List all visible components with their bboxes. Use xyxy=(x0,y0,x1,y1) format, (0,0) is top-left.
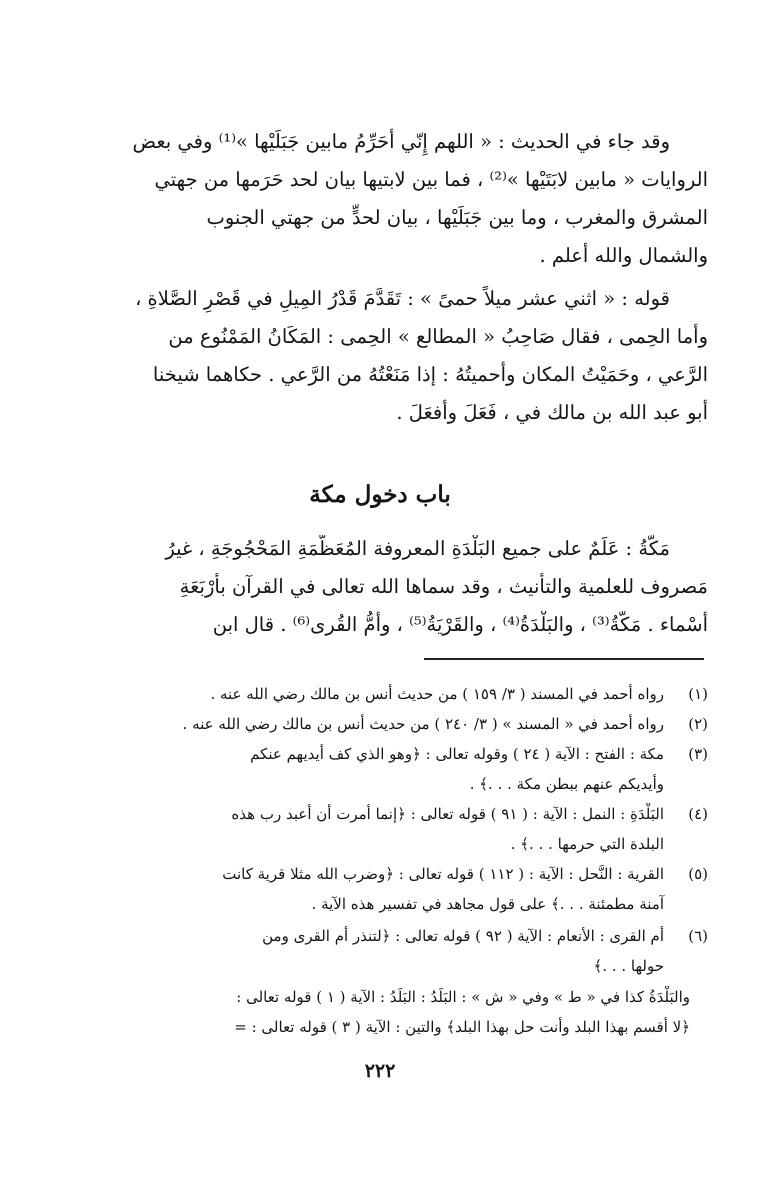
footnote-tail-line-1: والبَلْدَةُ كذا في « ط » وفي « ش » : البَلَدُ : البَلَدُ : الآية ( ١ ) قوله تعالى : xyxy=(236,988,690,1006)
footnote-1 xyxy=(54,683,708,709)
footnote-3 xyxy=(54,743,708,769)
footnote-6-continuation: حولها . . .﴾ xyxy=(593,957,664,975)
paragraph1-line-1: وقد جاء في الحديث : « اللهم إِنّي أُحَرِّمُ مابين جَبَلَيْها »⁽¹⁾ وفي بعض xyxy=(132,130,670,153)
paragraph1-line-2: الروايات « مابين لابَتَيْها »⁽²⁾ ، فما بين لابتيها بيان لحد حَرَمها من جهتي xyxy=(154,168,708,191)
paragraph3-line-2: مَصروف للعلمية والتأنيث ، وقد سماها الله تعالى في القرآن بأَرْبَعَةِ xyxy=(179,575,708,598)
page-number: ٢٢٢ xyxy=(364,1060,396,1082)
footnote-text: مكة : الفتح : الآية ( ٢٤ ) وقوله تعالى : ﴿وهو الذي كف أيديهم عنكم xyxy=(250,745,664,763)
footnote-text: أم القرى : الأنعام : الآية ( ٩٢ ) قوله تعالى : ﴿لتنذر أم القرى ومن xyxy=(262,927,664,945)
footnote-number: (٤) xyxy=(688,805,708,823)
paragraph2-line-3: الرَّعي ، وحَمَيْتُ المكان وأحميتُهُ : إذا مَنَعْتُهُ من الرَّعي . حكاهما شيخنا xyxy=(152,363,708,386)
footnote-5-continuation: آمنة مطمئنة . . .﴾ على قول مجاهد في تفسير هذه الآية . xyxy=(311,895,664,913)
paragraph2-line-4: أبو عبد الله بن مالك في ، فَعَلَ وأَفعَلَ . xyxy=(396,401,708,424)
footnote-number: (٥) xyxy=(688,865,708,883)
paragraph1-line-4: والشمال والله أعلم . xyxy=(539,244,708,267)
paragraph1-line-3: المشرق والمغرب ، وما بين جَبَلَيْها ، بيان لحدٍّ من جهتي الجنوب xyxy=(206,206,708,229)
footnote-6 xyxy=(54,925,708,951)
footnote-number: (٦) xyxy=(688,927,708,945)
footnote-5 xyxy=(54,863,708,889)
footnote-text: القرية : النَّحل : الآية : ( ١١٢ ) قوله تعالى : ﴿وضرب الله مثلا قرية كانت xyxy=(222,865,664,883)
paragraph2-line-2: وأما الحِمى ، فقال صَاحِبُ « المطالع » الحِمى : المَكَانُ المَمْنُوع من xyxy=(168,325,708,348)
paragraph3-line-1: مَكَّةُ : عَلَمٌ على جميع البَلْدَةِ المعروفة المُعَظَّمَةِ المَحْجُوجَةِ ، غيرُ xyxy=(165,537,670,560)
footnote-text: رواه أحمد في « المسند » ( ٣/ ٢٤٠ ) من حديث أنس بن مالك رضي الله عنه . xyxy=(182,715,664,733)
footnote-3-continuation: وأيديكم عنهم ببطن مكة . . .﴾ . xyxy=(469,775,664,793)
footnote-number: (١) xyxy=(688,685,708,703)
footnote-separator xyxy=(424,658,704,660)
footnote-4 xyxy=(54,803,708,829)
footnote-4-continuation: البلدة التي حرمها . . .﴾ . xyxy=(510,835,664,853)
paragraph3-line-3: أَسْماء . مَكَّةُ⁽³⁾ ، والبَلْدَةُ⁽⁴⁾ ، والقَرْيَةُ⁽⁵⁾ ، وأُمُّ القُرى⁽⁶⁾ . قال ابن xyxy=(212,613,708,636)
paragraph2-line-1: قوله : « اثني عشر ميلاً حمىً » : تَقَدَّمَ قَدْرُ المِيلِ في قَصْرِ الصَّلاةِ ، xyxy=(135,287,670,310)
chapter-heading: باب دخول مكة xyxy=(309,481,451,508)
footnote-text: رواه أحمد في المسند ( ٣/ ١٥٩ ) من حديث أنس بن مالك رضي الله عنه . xyxy=(210,685,664,703)
footnote-number: (٣) xyxy=(688,745,708,763)
footnote-number: (٢) xyxy=(688,715,708,733)
footnote-text: البَلْدَةِ : النمل : الآية : ( ٩١ ) قوله تعالى : ﴿إنما أمرت أن أعبد رب هذه xyxy=(231,805,664,823)
footnote-2 xyxy=(54,713,708,739)
footnote-tail-line-2: ﴿لا أقسم بهذا البلد وأنت حل بهذا البلد﴾ والتين : الآية ( ٣ ) قوله تعالى : = xyxy=(234,1018,690,1036)
